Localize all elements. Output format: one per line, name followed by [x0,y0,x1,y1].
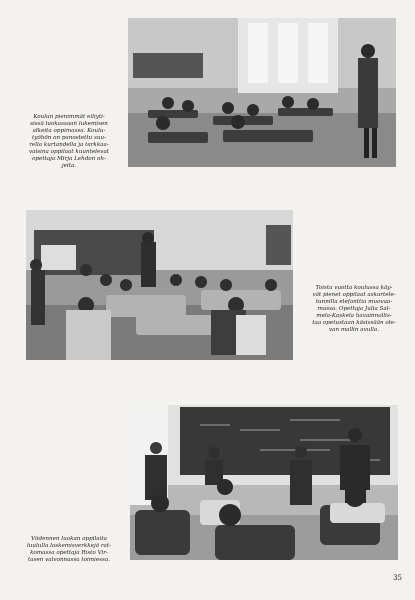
page-number: 35 [393,574,402,582]
caption-1: Koulun pienimmät eiliyti- sissä luokassaan lukemisen alkeita oppimassa. Koulu- työhön on panostettu suu- rella kurtandella ja tarkkaa- vaisina oppilaat kuuntelevat opettaja Mirja Lehdon oh- jeita. [28,114,110,169]
classroom-blackboard-photo [130,405,398,560]
caption-2: Toista vuotta koulussa käy- vät pienet oppilaat askartele- tunnilla elefanttia muovaa- massa. Opettaja Julia Sal- mela-Koskela havainnollis- taa opetustaan käsissään ole- van mallin avulla. [312,285,396,333]
caption-3: Viidennen luokan oppilaita luululla laskemisverkkejä rat- komassa opettaja Risto Vir- tasen valvonnassa toimiessa. [27,536,111,563]
classroom-craft-photo [26,210,293,360]
classroom-desks-photo [128,18,396,167]
